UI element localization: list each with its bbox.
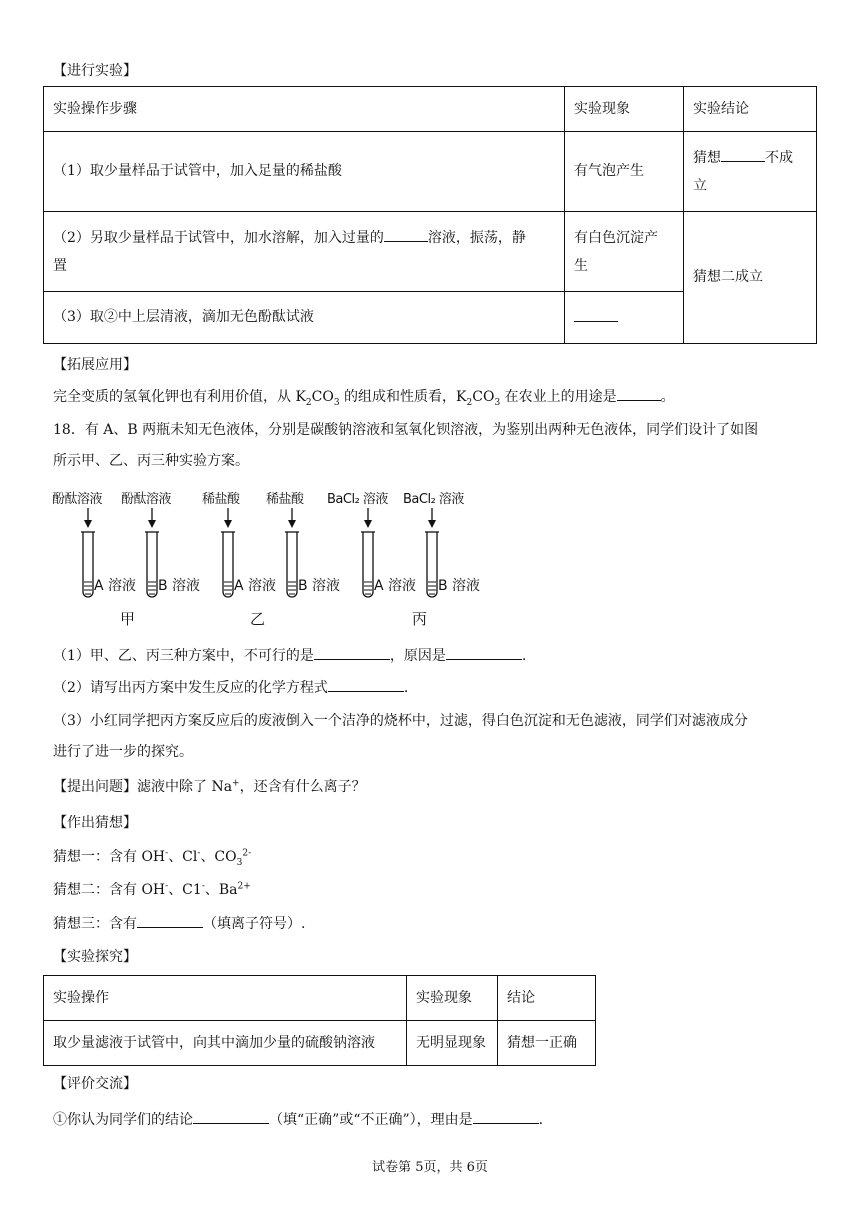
table2-header-phenomenon: 实验现象 [407, 976, 498, 1021]
answer-blank[interactable] [721, 146, 765, 162]
reagent-label: 稀盐酸 [202, 492, 240, 507]
reagent-label: BaCl₂ 溶液 [327, 492, 388, 507]
page-footer: 试卷第 5页，共 6页 [372, 1160, 488, 1175]
table2-header-conclusion: 结论 [498, 976, 596, 1021]
section-heading-explore: 【实验探究】 [53, 949, 137, 965]
section-heading-evaluation: 【评价交流】 [53, 1076, 137, 1092]
section-heading-extend: 【拓展应用】 [53, 357, 137, 373]
answer-blank[interactable] [193, 1108, 269, 1124]
answer-blank[interactable] [473, 1108, 539, 1124]
question-line: 【提出问题】滤液中除了 Na+，还含有什么离子？ [53, 778, 366, 795]
reagent-label: 酚酞溶液 [121, 492, 172, 507]
group-label-jia: 甲 [120, 610, 136, 628]
group-label-bing: 丙 [412, 610, 428, 628]
evaluation-question: ①你认为同学们的结论 （填“正确”或“不正确”），理由是 . [53, 1108, 543, 1131]
group-label-yi: 乙 [250, 610, 266, 628]
table1-header-steps: 实验操作步骤 [44, 87, 565, 132]
experiment-table-2 [43, 975, 596, 1066]
answer-blank[interactable] [328, 676, 404, 692]
reagent-label: 酚酞溶液 [52, 492, 103, 507]
tube-label: B 溶液 [438, 578, 481, 594]
answer-blank[interactable] [446, 644, 522, 660]
table1-row1-conclusion: 猜想 不成 立 [684, 132, 817, 212]
hypothesis-3: 猜想三：含有 （填离子符号）. [53, 912, 305, 935]
test-tube-icon [425, 508, 439, 597]
answer-blank[interactable] [617, 385, 661, 401]
section-heading-conduct-experiment: 【进行实验】 [53, 63, 137, 79]
table2-row-conclusion: 猜想一正确 [498, 1021, 596, 1066]
table1-header-phenomenon: 实验现象 [565, 87, 684, 132]
hypothesis-1: 猜想一：含有 OH-、Cl-、$CO_3^{2-}$ [53, 848, 252, 868]
table1-row1-phenomenon: 有气泡产生 [565, 132, 684, 212]
answer-blank[interactable] [384, 226, 428, 242]
q18-sub3-line2: 进行了进一步的探究。 [53, 744, 193, 760]
table2-header-operation: 实验操作 [44, 976, 407, 1021]
q18-sub2: （2）请写出丙方案中发生反应的化学方程式 . [53, 676, 408, 699]
test-tube-icon [221, 508, 235, 597]
hypothesis-2: 猜想二：含有 OH-、C1-、$Ba^{2+}$ [53, 881, 251, 898]
table1-row3-operation: （3）取②中上层清液，滴加无色酚酞试液 [44, 292, 565, 344]
table1-row2-operation: （2）另取少量样品于试管中，加水溶解，加入过量的 溶液，振荡，静 置 [44, 212, 565, 292]
tube-label: A 溶液 [94, 578, 137, 594]
experiment-figure [52, 486, 481, 634]
table1-row1-operation: （1）取少量样品于试管中，加入足量的稀盐酸 [44, 132, 565, 212]
tube-label: A 溶液 [234, 578, 277, 594]
table1-header-conclusion: 实验结论 [684, 87, 817, 132]
tube-label: A 溶液 [374, 578, 417, 594]
answer-blank[interactable] [314, 644, 390, 660]
extend-text: 完全变质的氢氧化钾也有利用价值，从 $K_2CO_3$ 的组成和性质看，$K_2CO_3$ 在农业上的用途是 。 [53, 385, 675, 408]
answer-blank[interactable] [137, 912, 203, 928]
answer-blank[interactable] [574, 306, 618, 322]
q18-line2: 所示甲、乙、丙三种实验方案。 [53, 453, 249, 469]
q18-line1: 18．有 A、B 两瓶未知无色液体，分别是碳酸钠溶液和氢氧化钡溶液，为鉴别出两种无色液体，同学们设计了如图 [53, 422, 759, 438]
table1-row2-conclusion: 猜想二成立 [684, 212, 817, 344]
tube-label: B 溶液 [158, 578, 201, 594]
table1-row2-phenomenon: 有白色沉淀产 生 [565, 212, 684, 292]
reagent-label: BaCl₂ 溶液 [403, 492, 464, 507]
q18-sub3-line1: （3）小红同学把丙方案反应后的废液倒入一个洁净的烧杯中，过滤，得白色沉淀和无色滤液，同学们对滤液成分 [53, 713, 748, 729]
q18-sub1: （1）甲、乙、丙三种方案中，不可行的是 ，原因是 . [53, 644, 526, 667]
experiment-table-1 [43, 86, 817, 344]
table2-row-phenomenon: 无明显现象 [407, 1021, 498, 1066]
table2-row-operation: 取少量滤液于试管中，向其中滴加少量的硫酸钠溶液 [44, 1021, 407, 1066]
reagent-label: 稀盐酸 [266, 492, 304, 507]
test-tube-icon [285, 508, 299, 597]
tube-label: B 溶液 [298, 578, 341, 594]
test-tube-icon [81, 508, 95, 597]
test-tube-icon [145, 508, 159, 597]
table1-row3-phenomenon [565, 292, 684, 344]
test-tube-icon [361, 508, 375, 597]
section-heading-hypothesis: 【作出猜想】 [53, 815, 137, 831]
